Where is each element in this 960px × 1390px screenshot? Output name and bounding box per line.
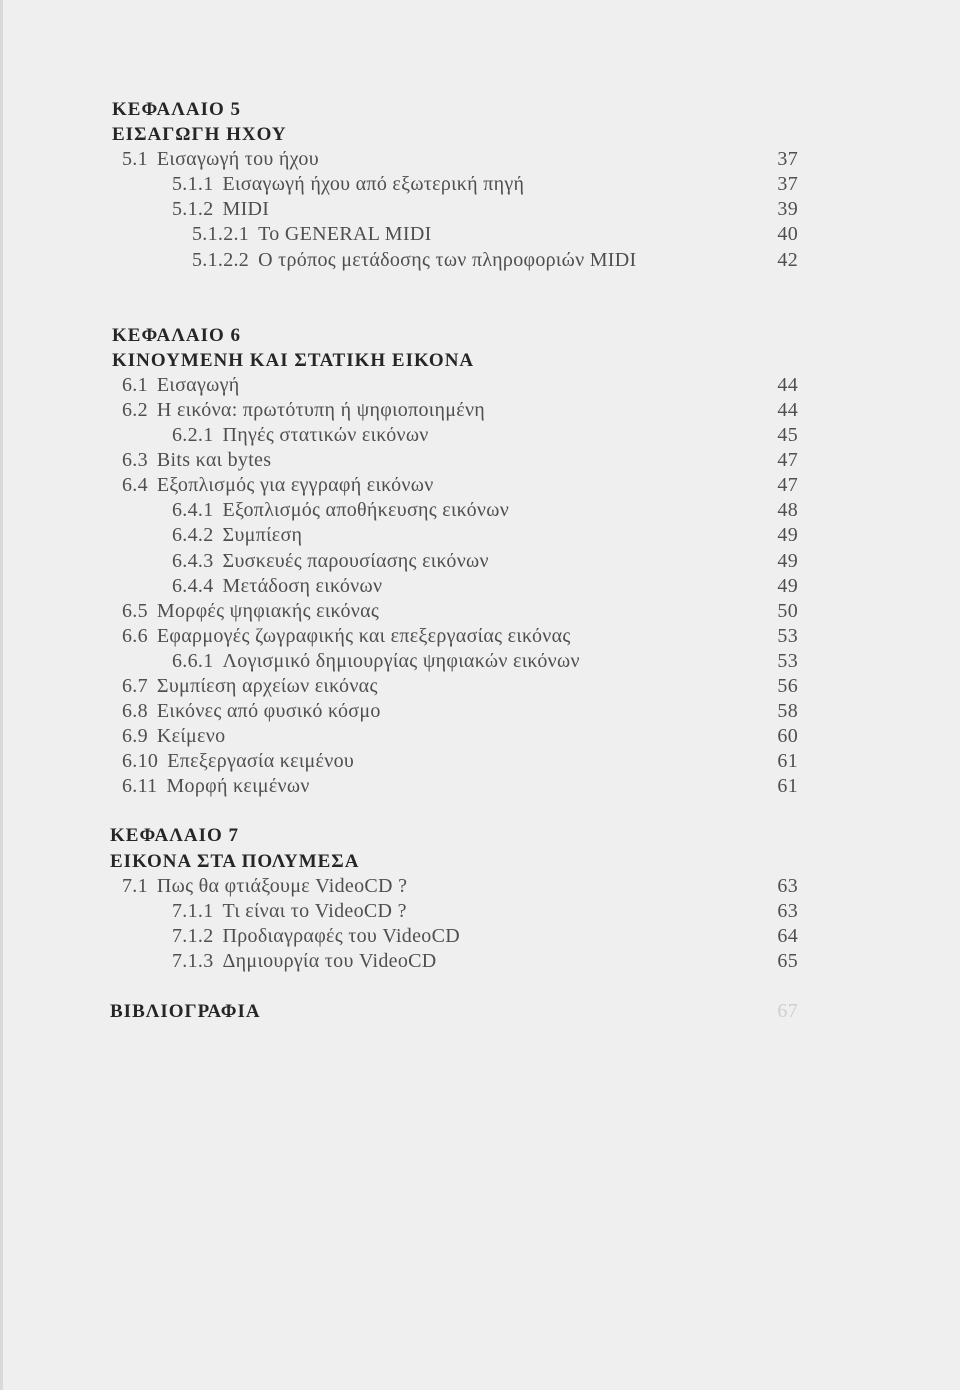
section-title: Εξοπλισμός για εγγραφή εικόνων: [156, 474, 434, 497]
page-number: 49: [777, 574, 798, 597]
toc-entry: [0, 749, 960, 774]
page-number: 44: [777, 373, 798, 396]
chapter-number-heading: ΚΕΦΑΛΑΙΟ 6: [112, 324, 242, 346]
section-number: 7.1.3: [172, 949, 214, 972]
page-number: 47: [777, 474, 798, 497]
page-number: 64: [777, 924, 798, 947]
toc-entry: [0, 899, 960, 924]
toc-entry: [0, 222, 960, 247]
section-number: 6.3: [122, 449, 148, 472]
section-title: MIDI: [222, 198, 270, 221]
section-title: Συσκευές παρουσίασης εικόνων: [222, 549, 489, 572]
page-number: 49: [777, 524, 798, 547]
bibliography-page-number: 67: [777, 1000, 798, 1022]
toc-entry: [0, 523, 960, 548]
section-number: 6.7: [122, 674, 148, 697]
section-title: Προδιαγραφές του VideoCD: [222, 924, 460, 947]
section-title: Εξοπλισμός αποθήκευσης εικόνων: [222, 499, 510, 522]
page-number: 37: [777, 173, 798, 196]
toc-entry-label: [172, 523, 302, 548]
toc-entry: [0, 599, 960, 624]
page-number: 40: [777, 223, 798, 246]
toc-entry: [0, 197, 960, 222]
toc-entry-label: [122, 473, 434, 498]
page-number: 58: [777, 700, 798, 723]
section-number: 6.1: [122, 373, 148, 396]
section-title: Εισαγωγή ήχου από εξωτερική πηγή: [222, 173, 525, 196]
toc-entry: [0, 423, 960, 448]
page-number: 65: [777, 949, 798, 972]
section-number: 6.5: [122, 599, 148, 622]
section-title: Μετάδοση εικόνων: [222, 574, 383, 597]
section-number: 6.10: [122, 750, 159, 773]
toc-entry-label: [122, 749, 354, 774]
chapter-section: [0, 97, 960, 273]
section-number: 5.1.2: [172, 198, 214, 221]
page-number: 50: [777, 599, 798, 622]
page-number: 48: [777, 499, 798, 522]
section-title: Μορφές ψηφιακής εικόνας: [156, 599, 380, 622]
page-number: 63: [777, 899, 798, 922]
toc-entry: [0, 248, 960, 273]
toc-entry: [0, 498, 960, 523]
section-title: Κείμενο: [156, 725, 226, 748]
section-number: 6.6.1: [172, 649, 214, 672]
page-number: 37: [777, 148, 798, 171]
toc-entry: [0, 949, 960, 974]
toc-entry: [0, 172, 960, 197]
page-number: 63: [777, 874, 798, 897]
toc-entry: [0, 574, 960, 599]
bibliography-entry: [0, 999, 960, 1024]
page-number: 61: [777, 775, 798, 798]
toc-entry: [0, 473, 960, 498]
toc-entry: [0, 699, 960, 724]
toc-entry-label: [172, 574, 382, 599]
chapter-title: ΕΙΣΑΓΩΓΗ ΗΧΟΥ: [112, 124, 287, 146]
section-number: 6.4.1: [172, 499, 214, 522]
section-title: Εισαγωγή: [156, 373, 240, 396]
section-number: 6.2.1: [172, 424, 214, 447]
toc-entry-label: [122, 147, 319, 172]
chapter-number-heading: ΚΕΦΑΛΑΙΟ 7: [110, 825, 240, 847]
section-title: Πως θα φτιάξουμε VideoCD ?: [156, 874, 408, 897]
page-number: 49: [777, 549, 798, 572]
section-number: 5.1.1: [172, 173, 214, 196]
section-number: 7.1: [122, 874, 148, 897]
page-number: 47: [777, 449, 798, 472]
section-number: 6.8: [122, 700, 148, 723]
toc-entry: [0, 774, 960, 799]
chapter-list: [0, 97, 960, 974]
toc-entry-label: [172, 172, 524, 197]
section-number: 5.1.2.2: [192, 248, 250, 271]
section-title: Εικόνες από φυσικό κόσμο: [156, 700, 381, 723]
page-number: 44: [777, 398, 798, 421]
toc-entry: [0, 448, 960, 473]
toc-entry: [0, 624, 960, 649]
toc-entry: [0, 373, 960, 398]
toc-entry-label: [172, 197, 269, 222]
page-number: 45: [777, 424, 798, 447]
toc-entry-label: [122, 699, 381, 724]
toc-entry-label: [172, 549, 489, 574]
section-number: 6.9: [122, 725, 148, 748]
toc-entry-label: [172, 899, 407, 924]
toc-entry-label: [172, 649, 580, 674]
page-number: 42: [777, 248, 798, 271]
toc-entry-label: [122, 624, 571, 649]
section-number: 6.11: [122, 775, 158, 798]
toc-entry: [0, 649, 960, 674]
section-title: Λογισμικό δημιουργίας ψηφιακών εικόνων: [222, 649, 580, 672]
section-number: 5.1: [122, 148, 148, 171]
page-number: 53: [777, 649, 798, 672]
section-title: Συμπίεση αρχείων εικόνας: [156, 674, 378, 697]
section-title: Δημιουργία του VideoCD: [222, 949, 437, 972]
toc-entry-label: [122, 774, 310, 799]
section-number: 6.4.3: [172, 549, 214, 572]
toc-entry: [0, 549, 960, 574]
section-number: 6.6: [122, 624, 148, 647]
page-number: 39: [777, 198, 798, 221]
bibliography-heading: ΒΙΒΛΙΟΓΡΑΦΙΑ: [110, 1001, 261, 1022]
section-title: Μορφή κειμένων: [166, 775, 310, 798]
section-number: 6.4.4: [172, 574, 214, 597]
page-number: 60: [777, 725, 798, 748]
toc-entry: [0, 147, 960, 172]
toc-entry-label: [122, 373, 239, 398]
toc-entry-label: [122, 398, 485, 423]
section-title: Επεξεργασία κειμένου: [167, 750, 355, 773]
toc-entry: [0, 674, 960, 699]
toc-entry: [0, 874, 960, 899]
chapter-title: ΕΙΚΟΝΑ ΣΤΑ ΠΟΛΥΜΕΣΑ: [110, 850, 360, 872]
section-number: 7.1.1: [172, 899, 214, 922]
section-number: 6.2: [122, 398, 148, 421]
toc-entry-label: [122, 599, 379, 624]
toc-entry-label: [122, 448, 271, 473]
toc-entry-label: [192, 222, 432, 247]
page-number: 56: [777, 674, 798, 697]
chapter-number-heading: ΚΕΦΑΛΑΙΟ 5: [112, 99, 242, 120]
toc-entry-label: [122, 874, 407, 899]
toc-entry: [0, 724, 960, 749]
toc-entry-label: [172, 498, 509, 523]
section-title: Πηγές στατικών εικόνων: [222, 424, 429, 447]
section-number: 7.1.2: [172, 924, 214, 947]
section-title: Bits και bytes: [156, 449, 272, 472]
section-title: Συμπίεση: [222, 524, 303, 547]
chapter-section: [0, 323, 960, 800]
section-title: Η εικόνα: πρωτότυπη ή ψηφιοποιημένη: [156, 398, 486, 421]
section-title: Εφαρμογές ζωγραφικής και επεξεργασίας εικόνας: [156, 624, 571, 647]
toc-entry-label: [172, 423, 429, 448]
section-number: 5.1.2.1: [192, 223, 250, 246]
page-number: 61: [777, 750, 798, 773]
section-number: 6.4.2: [172, 524, 214, 547]
section-title: To GENERAL MIDI: [258, 223, 432, 246]
toc-entry: [0, 398, 960, 423]
section-number: 6.4: [122, 474, 148, 497]
toc-entry: [0, 924, 960, 949]
chapter-title: ΚΙΝΟΥΜΕΝΗ ΚΑΙ ΣΤΑΤΙΚΗ ΕΙΚΟΝΑ: [112, 349, 475, 371]
toc-entry-label: [172, 949, 437, 974]
toc-entry-label: [122, 724, 225, 749]
toc-entry-label: [122, 674, 378, 699]
toc-entry-label: [192, 248, 636, 273]
section-title: Εισαγωγή του ήχου: [156, 148, 319, 171]
toc-entry-label: [172, 924, 460, 949]
page-number: 53: [777, 624, 798, 647]
section-title: Ο τρόπος μετάδοσης των πληροφοριών MIDI: [258, 248, 637, 271]
chapter-section: [0, 823, 960, 974]
section-title: Τι είναι το VideoCD ?: [222, 899, 407, 922]
